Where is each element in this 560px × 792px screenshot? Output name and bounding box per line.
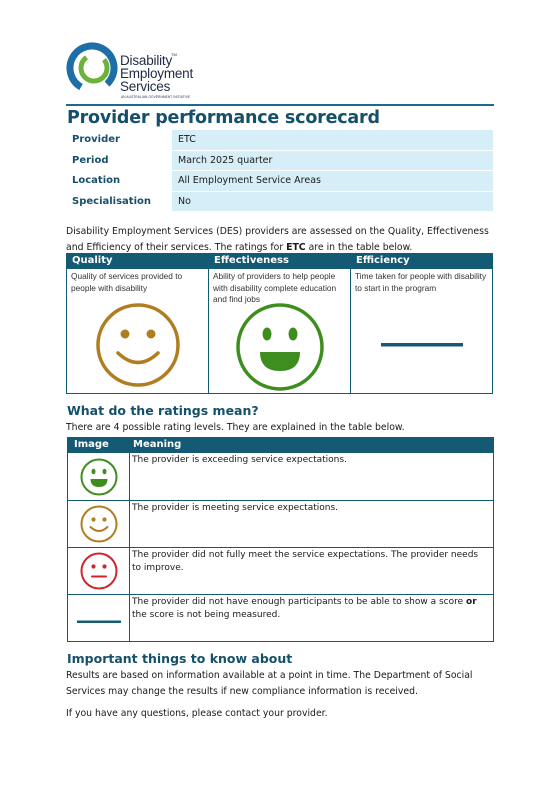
page-title: Provider performance scorecard (67, 108, 380, 128)
intro-text-end: are in the table below. (305, 241, 413, 253)
rating-meaning-bold: or (466, 597, 477, 607)
provider-info-table (66, 130, 493, 212)
info-label: Period (66, 151, 172, 172)
scorecard-heading: Efficiency (351, 254, 492, 269)
rating-meaning (130, 595, 493, 641)
info-value: March 2025 quarter (172, 151, 493, 171)
intro-provider-name: ETC (286, 241, 306, 253)
scorecard-description: Ability of providers to help people with disability complete education and find jobs (213, 271, 337, 304)
scorecard-description: Time taken for people with disability to start in the program (355, 271, 487, 293)
rating-meaning: The provider is meeting service expectations. (132, 503, 338, 513)
ratings-table (67, 437, 494, 642)
important-text-2: If you have any questions, please contact your provider. (66, 708, 328, 719)
scorecard-effectiveness (209, 254, 351, 393)
info-row-specialisation (66, 192, 493, 213)
logo-line-1: Disability (120, 53, 173, 68)
table-row (68, 500, 493, 547)
ratings-table-header (68, 438, 493, 453)
intro-paragraph (66, 224, 496, 255)
rating-meaning-text-end: the score is not being measured. (132, 610, 281, 620)
rating-meaning-text: The provider did not have enough participants to be able to show a score (132, 597, 467, 607)
logo-tagline: AN AUSTRALIAN GOVERNMENT INITIATIVE (121, 95, 191, 99)
dash-icon (77, 618, 121, 626)
logo-wordmark (120, 54, 193, 93)
info-label: Location (66, 171, 172, 192)
logo-line-3: Services (120, 79, 171, 94)
ratings-heading: What do the ratings mean? (67, 403, 259, 418)
info-row-period (66, 151, 493, 172)
scorecard-description: Quality of services provided to people with disability (71, 271, 183, 293)
header-rule (66, 104, 494, 106)
table-row (68, 547, 493, 594)
dash-icon (381, 340, 463, 350)
important-heading: Important things to know about (67, 651, 293, 666)
rating-meaning: The provider did not fully meet the service expectations. The provider needs to improve. (132, 550, 479, 573)
rating-meaning: The provider is exceeding service expectations. (132, 455, 347, 465)
logo-trademark: TM (171, 52, 177, 57)
des-logo-icon (66, 40, 118, 100)
table-row (68, 594, 493, 641)
info-value: All Employment Service Areas (172, 171, 493, 191)
info-label: Specialisation (66, 192, 172, 213)
table-row (68, 453, 493, 500)
info-row-location (66, 171, 493, 192)
info-value: No (172, 192, 493, 212)
column-header-meaning: Meaning (133, 439, 182, 450)
meeting-smiley-icon (79, 504, 119, 544)
logo-line-2: Employment (120, 66, 194, 81)
scorecard-efficiency (351, 254, 492, 393)
scorecard-quality (67, 254, 209, 393)
not-met-face-icon (79, 551, 119, 591)
important-text-1: Results are based on information available at a point in time. The Department of Social Services may change the results if new compliance information is received. (66, 670, 473, 697)
des-logo (66, 40, 216, 104)
exceeding-smiley-icon (79, 457, 119, 497)
scorecard-heading: Effectiveness (209, 254, 350, 269)
exceeding-smiley-icon (234, 301, 326, 393)
info-label: Provider (66, 130, 172, 151)
scorecard-heading: Quality (67, 254, 208, 269)
ratings-intro: There are 4 possible rating levels. They are explained in the table below. (66, 422, 405, 433)
info-row-provider (66, 130, 493, 151)
info-value: ETC (172, 130, 493, 150)
column-header-image: Image (74, 439, 109, 450)
intro-text: Disability Employment Services (DES) providers are assessed on the Quality, Effectiveness and Efficiency of their services. The ratings for (66, 226, 489, 253)
scorecard-table (66, 253, 493, 394)
meeting-smiley-icon (93, 300, 183, 390)
